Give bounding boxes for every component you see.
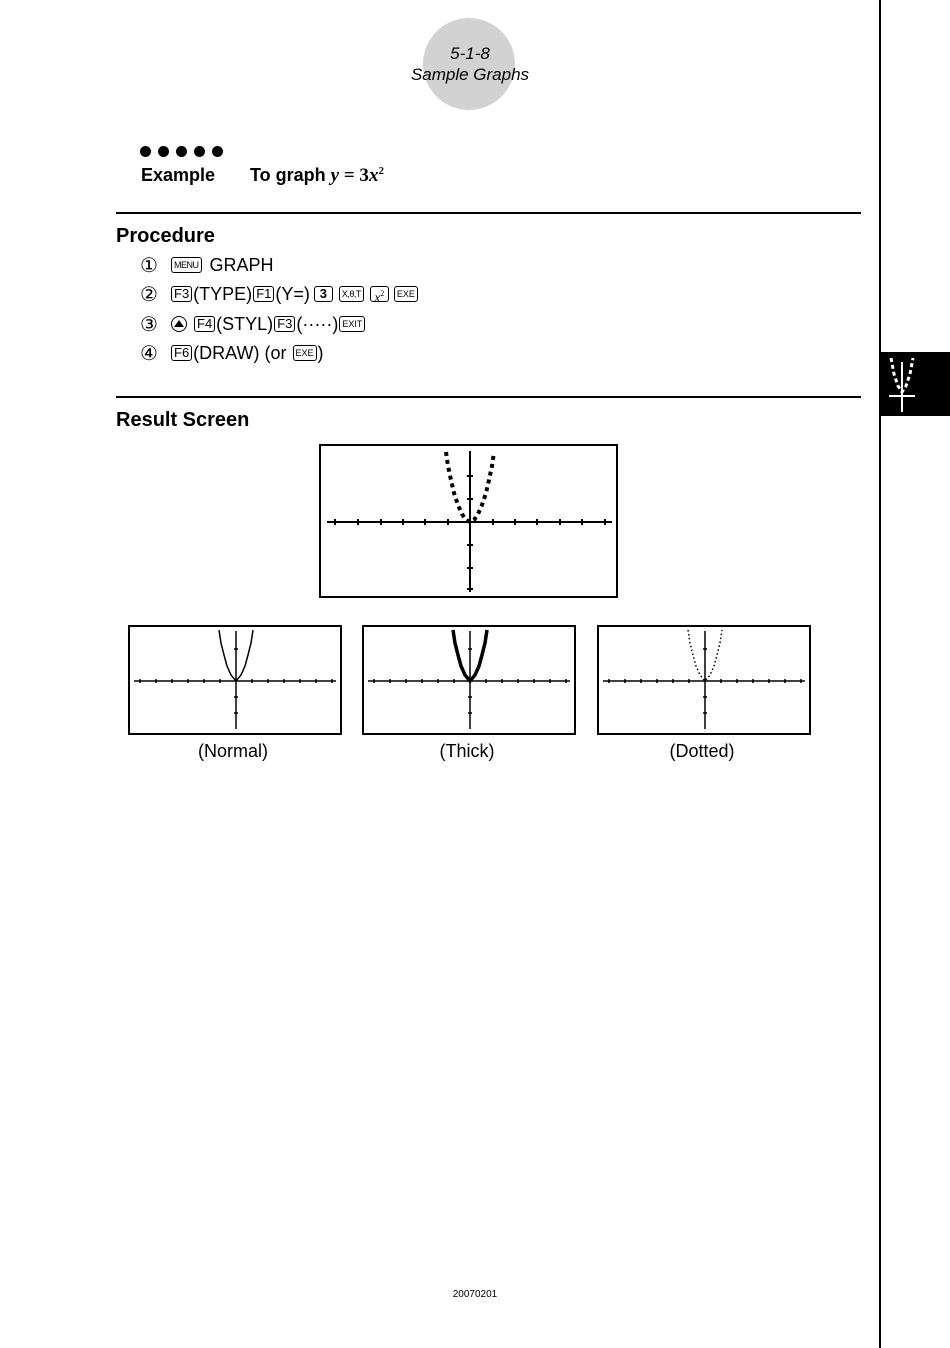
graph-thick (364, 627, 574, 733)
exponent: 2 (378, 165, 384, 177)
x-theta-t-key[interactable]: X,θ,T (339, 286, 364, 302)
procedure-heading: Procedure (116, 225, 215, 247)
x-squared-key[interactable] (370, 286, 389, 305)
styl-label: (STYL) (216, 313, 274, 334)
close-paren: ) (317, 342, 324, 363)
graph-normal (130, 627, 340, 733)
f3-key[interactable]: F3 (274, 316, 295, 332)
step-3 (140, 312, 366, 336)
step-1 (140, 253, 277, 277)
step-number: ④ (140, 341, 158, 365)
x-squared-sup: 2 (380, 289, 385, 298)
caption-normal: (Normal) (198, 741, 268, 761)
graph-mode-icon (881, 352, 950, 416)
example-description (250, 165, 384, 187)
step-number: ② (140, 282, 158, 306)
right-margin-rule (879, 0, 881, 1348)
f3-key[interactable]: F3 (171, 286, 192, 302)
example-dots (140, 146, 223, 157)
f1-key[interactable]: F1 (253, 286, 274, 302)
menu-key[interactable]: MENU (171, 257, 202, 273)
exit-key[interactable]: EXIT (339, 316, 365, 332)
y-equals-label: (Y=) (275, 283, 310, 304)
step-number: ③ (140, 312, 158, 336)
dot (194, 146, 205, 157)
graph-dotted (599, 627, 809, 733)
step-2 (140, 282, 419, 306)
footer-code: 20070201 (452, 1289, 498, 1300)
example-prefix: To graph (250, 165, 331, 185)
divider-procedure (116, 212, 861, 214)
step-4 (140, 341, 324, 365)
equals-three: = 3 (339, 165, 369, 186)
example-label: Example (141, 165, 216, 185)
exe-key[interactable]: EXE (293, 345, 317, 361)
f6-key[interactable]: F6 (171, 345, 192, 361)
result-screen-dotted (597, 625, 811, 735)
caption-thick: (Thick) (439, 741, 495, 761)
graph-chapter-tab[interactable] (881, 352, 950, 416)
page-number: 5-1-8 (450, 44, 490, 63)
page-header (0, 18, 940, 110)
result-screen-main (319, 444, 618, 598)
result-screen-normal (128, 625, 342, 735)
header-circle (423, 18, 515, 110)
step-number: ① (140, 253, 158, 277)
dot (140, 146, 151, 157)
up-arrow-key-icon[interactable] (171, 316, 187, 332)
draw-label: (DRAW) (or (193, 342, 287, 363)
graph-main (321, 446, 616, 596)
var-x: x (368, 165, 379, 186)
x-squared-x: x (374, 289, 381, 305)
section-title: Sample Graphs (410, 65, 530, 84)
dots-label: (·····) (296, 313, 339, 334)
f4-key[interactable]: F4 (194, 316, 215, 332)
caption-dotted: (Dotted) (669, 741, 735, 761)
three-key[interactable]: 3 (314, 286, 333, 302)
exe-key[interactable]: EXE (394, 286, 418, 302)
step-text: GRAPH (209, 254, 274, 275)
divider-result (116, 396, 861, 398)
dot (158, 146, 169, 157)
result-screen-thick (362, 625, 576, 735)
dot (176, 146, 187, 157)
type-label: (TYPE) (193, 283, 253, 304)
result-heading: Result Screen (116, 409, 250, 431)
var-y: y (330, 165, 340, 186)
dot (212, 146, 223, 157)
